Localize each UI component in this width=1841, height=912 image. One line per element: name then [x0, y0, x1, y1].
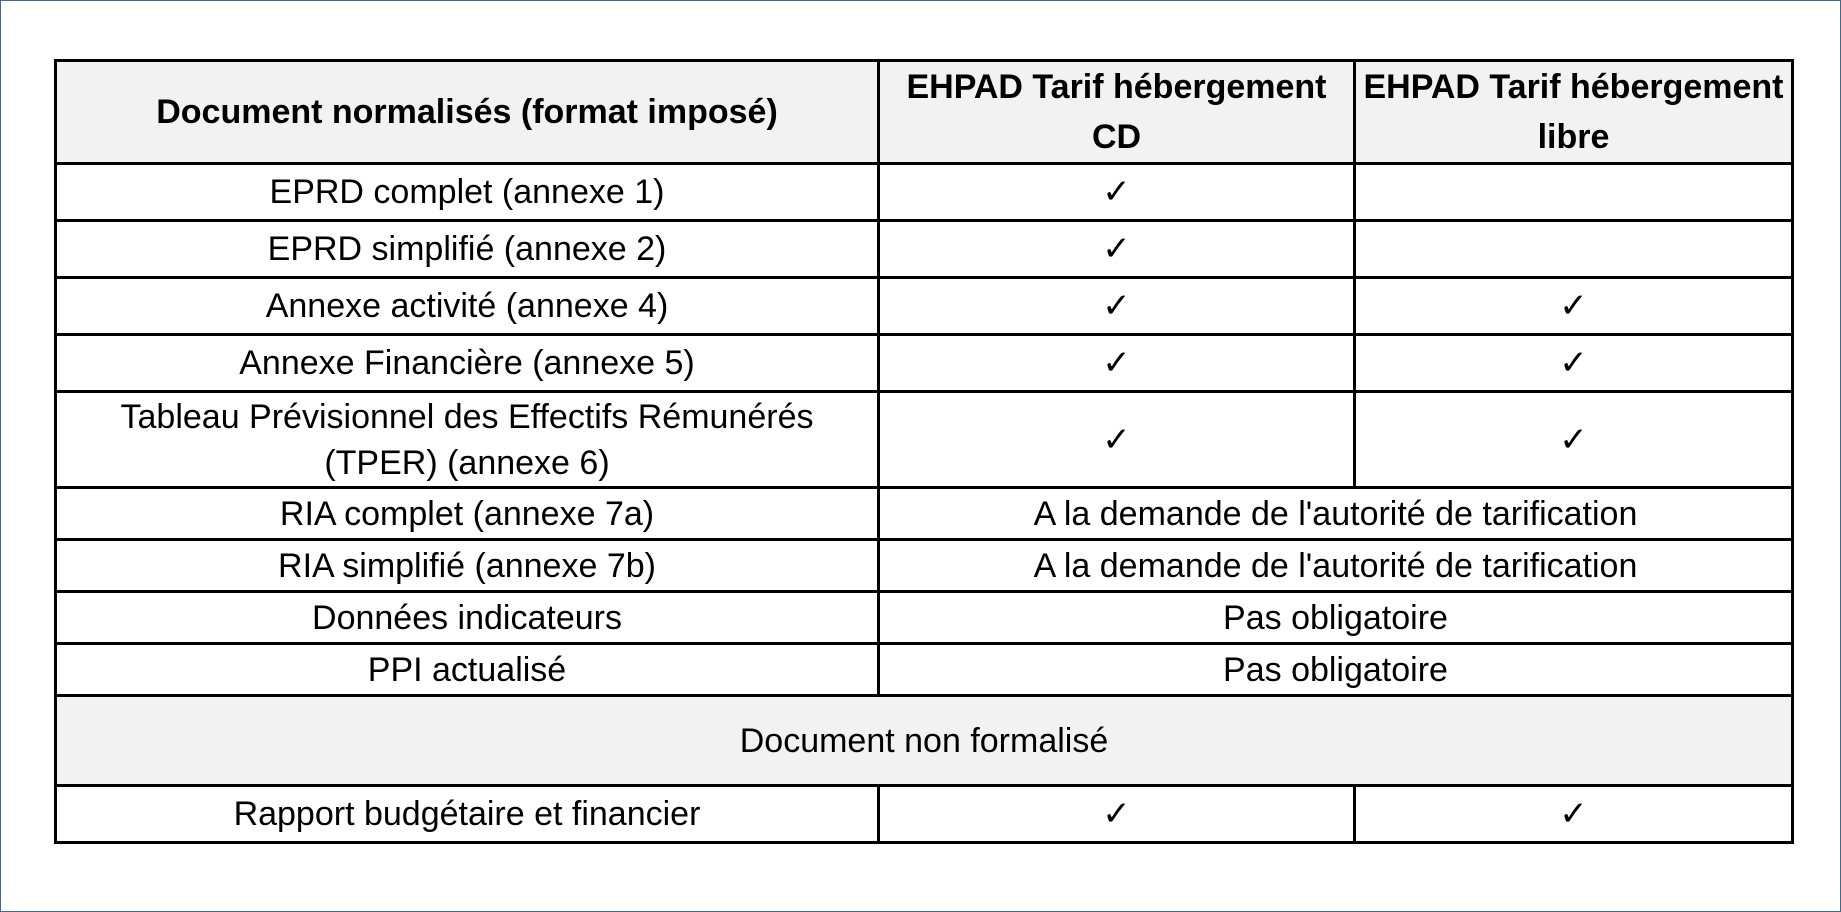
row-label: Annexe activité (annexe 4): [56, 278, 879, 335]
section-row: [56, 696, 1793, 786]
table-row: [56, 221, 1793, 278]
table-row: [56, 786, 1793, 843]
check-icon: ✓: [879, 221, 1355, 278]
merged-value: Pas obligatoire: [879, 644, 1793, 696]
check-icon: ✓: [1355, 392, 1793, 488]
row-label: Données indicateurs: [56, 592, 879, 644]
table-row: [56, 392, 1793, 488]
row-label: EPRD simplifié (annexe 2): [56, 221, 879, 278]
check-icon: ✓: [879, 278, 1355, 335]
row-label: RIA complet (annexe 7a): [56, 488, 879, 540]
documents-table: [54, 59, 1794, 844]
check-icon: ✓: [1355, 335, 1793, 392]
row-label: EPRD complet (annexe 1): [56, 164, 879, 221]
table-row: [56, 592, 1793, 644]
row-label: Tableau Prévisionnel des Effectifs Rémunérés (TPER) (annexe 6): [56, 392, 879, 488]
section-title: Document non formalisé: [56, 696, 1793, 786]
check-icon: ✓: [1355, 278, 1793, 335]
table-row: [56, 335, 1793, 392]
table-row: [56, 164, 1793, 221]
header-ehpad-libre: EHPAD Tarif hébergement libre: [1355, 61, 1793, 164]
row-label: Annexe Financière (annexe 5): [56, 335, 879, 392]
merged-value: Pas obligatoire: [879, 592, 1793, 644]
empty-cell: [1355, 164, 1793, 221]
check-icon: ✓: [879, 335, 1355, 392]
check-icon: ✓: [1355, 786, 1793, 843]
merged-value: A la demande de l'autorité de tarification: [879, 488, 1793, 540]
header-ehpad-cd: EHPAD Tarif hébergement CD: [879, 61, 1355, 164]
row-label: RIA simplifié (annexe 7b): [56, 540, 879, 592]
check-icon: ✓: [879, 392, 1355, 488]
merged-value: A la demande de l'autorité de tarification: [879, 540, 1793, 592]
table-row: [56, 278, 1793, 335]
empty-cell: [1355, 221, 1793, 278]
table-row: [56, 644, 1793, 696]
table-header-row: [56, 61, 1793, 164]
table-row: [56, 488, 1793, 540]
header-document: Document normalisés (format imposé): [56, 61, 879, 164]
row-label: PPI actualisé: [56, 644, 879, 696]
check-icon: ✓: [879, 786, 1355, 843]
check-icon: ✓: [879, 164, 1355, 221]
row-label: Rapport budgétaire et financier: [56, 786, 879, 843]
table-row: [56, 540, 1793, 592]
